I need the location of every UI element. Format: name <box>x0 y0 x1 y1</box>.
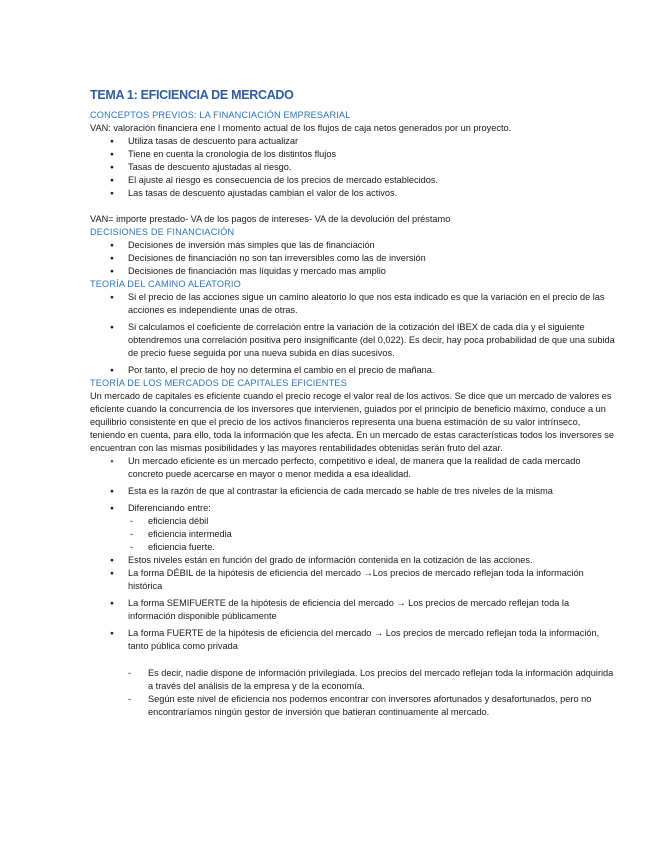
list-item: ● Utiliza tasas de descuento para actualizar <box>90 135 615 148</box>
list-item: ● Decisiones de financiación mas líquidas y mercado mas amplio <box>90 265 615 278</box>
van-formula: VAN= importe prestado- VA de los pagos de intereses- VA de la devolución del préstamo <box>90 214 451 224</box>
van-definition: VAN: valoración financiera ene l momento actual de los flujos de caja netos generados por un proyecto. <box>90 123 512 133</box>
section-heading-decisiones: DECISIONES DE FINANCIACIÓN <box>90 227 235 237</box>
mercados-paragraph: Un mercado de capitales es eficiente cuando el precio recoge el valor real de los activos. Se dice que un mercado de valores es eficiente cuando la concurrencia de los inversores que intervienen, guiados por el principio de beneficio máximo, conduce a un equilibrio consistente en que el precio de los activos financieros representa una buena estimación de su valor intrínseco, teniendo en cuenta, para ello, toda la información que les afecta. En un mercado de estas características todos los inversores se encuentran con las mismas posibilidades y las mayores rentabilidades obtenidas serán fruto del azar. <box>90 391 614 453</box>
level-item-fuerte: - eficiencia fuerte. <box>90 541 615 554</box>
dash-item: - Según este nivel de eficiencia nos podemos encontrar con inversores afortunados y desafortunados, pero no encontraríamos ningún gestor de inversión que batieran continuamente al mercado. <box>90 693 615 719</box>
level-item-debil: - eficiencia débil <box>90 515 615 528</box>
list-item: ● Si calculamos el coeficiente de correlación entre la variación de la cotización del IBEX de cada día y el siguiente obtendremos una correlación positiva pero insignificante (del 0,022). Es decir, hay poca probabilidad de que una subida de precio fuese seguida por una nueva subida en días sucesivos. <box>90 321 615 360</box>
list-item: ● Las tasas de descuento ajustadas cambian el valor de los activos. <box>90 187 615 200</box>
decisiones-bullet-list <box>90 239 615 278</box>
list-item: ● Esta es la razón de que al contrastar la eficiencia de cada mercado se hable de tres niveles de la misma <box>90 485 615 498</box>
list-item: ● Por tanto, el precio de hoy no determina el cambio en el precio de mañana. <box>90 364 615 377</box>
list-item: ● Estos niveles están en función del grado de información contenida en la cotización de las acciones. <box>90 554 615 567</box>
level-item-intermedia: - eficiencia intermedia <box>90 528 615 541</box>
section-heading-camino-aleatorio: TEORÍA DEL CAMINO ALEATORIO <box>90 279 241 289</box>
list-item: ● Si el precio de las acciones sigue un camino aleatorio lo que nos esta indicado es que la variación en el precio de las acciones es independiente unas de otras. <box>90 291 615 317</box>
list-item: ● Un mercado eficiente es un mercado perfecto, competitivo e ideal, de manera que la realidad de cada mercado concreto puede acercarse en mayor o menor medida a esa idealidad. <box>90 455 615 481</box>
mercados-bullet-list <box>90 455 615 653</box>
list-item: ● La forma FUERTE de la hipótesis de eficiencia del mercado → Los precios de mercado reflejan toda la información, tanto pública como privada <box>90 627 615 653</box>
list-item: ● La forma SEMIFUERTE de la hipótesis de eficiencia del mercado → Los precios de mercado reflejan toda la información disponible públicamente <box>90 597 615 623</box>
list-item: ● El ajuste al riesgo es consecuencia de los precios de mercado establecidos. <box>90 174 615 187</box>
list-item: ● Diferenciando entre: <box>90 502 615 515</box>
fuerte-dash-list <box>90 667 615 719</box>
camino-bullet-list <box>90 291 615 377</box>
section-heading-conceptos: CONCEPTOS PREVIOS: LA FINANCIACIÓN EMPRESARIAL <box>90 110 351 120</box>
van-bullet-list <box>90 135 615 200</box>
dash-item: - Es decir, nadie dispone de información privilegiada. Los precios del mercado reflejan toda la información adquirida a través del análisis de la empresa y de la economía. <box>90 667 615 693</box>
list-item: ● Tiene en cuenta la cronología de los distintos flujos <box>90 148 615 161</box>
page-title: TEMA 1: EFICIENCIA DE MERCADO <box>90 88 294 102</box>
list-item: ● Decisiones de financiación no son tan irreversibles como las de inversión <box>90 252 615 265</box>
list-item: ● La forma DÉBIL de la hipótesis de eficiencia del mercado →Los precios de mercado reflejan toda la información histórica <box>90 567 615 593</box>
section-heading-mercados-eficientes: TEORÍA DE LOS MERCADOS DE CAPITALES EFICIENTES <box>90 378 347 388</box>
list-item: ● Tasas de descuento ajustadas al riesgo. <box>90 161 615 174</box>
list-item: ● Decisiones de inversión más simples que las de financiación <box>90 239 615 252</box>
